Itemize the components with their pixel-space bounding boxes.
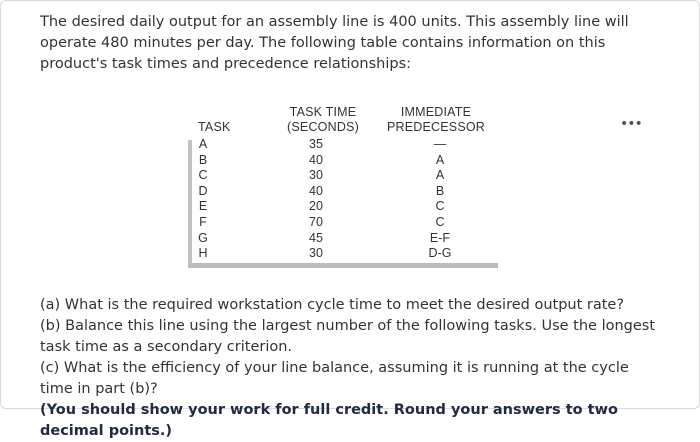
questions [40,295,660,442]
row-task-cell: G [198,230,208,245]
question-c: (c) What is the efficiency of your line balance, assuming it is running at the cycle time in part (b)? [40,360,629,397]
row-task-cell: A [198,137,208,151]
question-b: (b) Balance this line using the largest number of the following tasks. Use the longest task time as a secondary criterion. [40,318,656,355]
row-predecessor-cell: D-G [428,246,452,261]
row-task-cell: H [198,246,208,261]
row-time-cell: 20 [309,199,323,214]
row-task-cell: C [198,168,208,183]
row-predecessor-cell: A [435,168,445,183]
header-task-time-line1: TASK TIME [289,105,357,119]
row-time-cell: 40 [309,152,323,167]
table-bottom-border [188,263,498,268]
row-task-cell: E [198,199,208,214]
row-task-cell: D [198,183,208,198]
row-predecessor-cell: A [435,152,445,167]
task-table [188,100,498,272]
problem-intro: The desired daily output for an assembly line is 400 units. This assembly line will operate 480 minutes per day. The following table contains information on this product's task times and precedence relationships: [40,14,629,72]
row-time-cell: 45 [309,230,323,245]
row-predecessor-cell: C [435,199,445,214]
header-task-time [268,105,378,135]
more-options-icon[interactable]: ••• [620,116,642,132]
row-predecessor-cell: B [435,183,445,198]
row-time-cell: 30 [309,168,323,183]
row-time-cell: 35 [309,137,323,151]
header-predecessor-line1: IMMEDIATE [400,105,472,119]
row-time-cell: 40 [309,183,323,198]
header-predecessor [380,105,492,135]
row-predecessor-cell: E-F [429,230,451,245]
row-predecessor-cell: — [433,137,447,151]
header-predecessor-line2: PREDECESSOR [386,120,486,134]
question-a: (a) What is the required workstation cycle time to meet the desired output rate? [40,297,625,313]
row-time-cell: 30 [309,246,323,261]
row-time-cell: 70 [309,215,323,229]
header-task-time-line2: (SECONDS) [287,120,359,134]
instructions-note: (You should show your work for full credit. Round your answers to two decimal points.) [40,402,618,439]
header-task: TASK [198,120,231,134]
row-task-cell: F [199,215,207,229]
row-task-cell: B [198,152,208,167]
row-predecessor-cell: C [435,215,445,229]
